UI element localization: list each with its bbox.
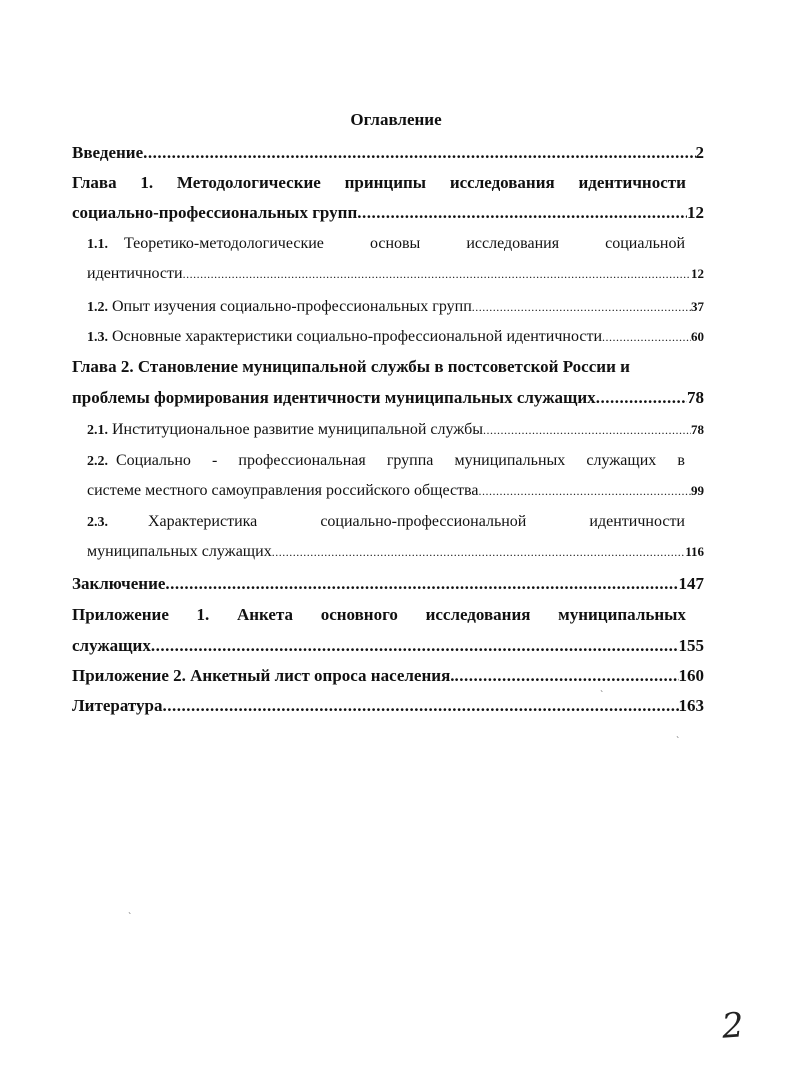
toc-page-number: 155 — [678, 636, 704, 655]
toc-entry-1-1-line-1[interactable] — [87, 229, 685, 259]
leader-dots — [483, 415, 691, 445]
word: в — [677, 452, 685, 469]
leader-dots — [165, 569, 678, 599]
section-number: 1.3. — [87, 330, 108, 345]
word: 1. — [140, 173, 154, 192]
toc-entry-conclusion[interactable] — [72, 569, 704, 599]
toc-entry-text: Глава 2. Становление муниципальной службы в постсоветской России и — [72, 357, 630, 376]
word: исследования — [449, 173, 555, 192]
leader-dots — [472, 292, 691, 322]
toc-entry-text: Основные характеристики социально-профессиональной идентичности — [112, 328, 603, 345]
justified-line — [87, 229, 685, 260]
justified-line — [72, 600, 686, 630]
toc-entry-text: Опыт изучения социально-профессиональных групп — [112, 298, 472, 315]
toc-page-number: 116 — [685, 544, 704, 559]
toc-entry-2-2-line-1[interactable] — [87, 446, 685, 476]
toc-entry-chapter-1-line-2[interactable] — [72, 198, 704, 228]
word: 1.1. Теоретико-методологические — [87, 235, 324, 252]
toc-entry-chapter-1-line-1[interactable] — [72, 168, 686, 198]
leader-dots — [596, 383, 687, 413]
toc-entry-text: Введение — [72, 143, 144, 162]
toc-entry-2-1[interactable] — [87, 415, 704, 445]
leader-dots — [455, 661, 679, 691]
word: идентичности — [589, 513, 685, 530]
toc-entry-text: муниципальных служащих — [87, 543, 272, 560]
word: муниципальных — [454, 452, 566, 469]
toc-page-number: 12 — [687, 203, 704, 222]
word: Методологические — [176, 173, 321, 192]
toc-entry-text: служащих — [72, 636, 151, 655]
justified-line — [87, 507, 685, 538]
toc-entry-appendix-2[interactable] — [72, 661, 704, 691]
leader-dots — [357, 198, 687, 228]
toc-entry-2-3-line-2[interactable] — [87, 537, 704, 567]
leader-dots — [272, 537, 686, 567]
toc-entry-text: Литература — [72, 696, 163, 715]
toc-page-number: 78 — [687, 388, 704, 407]
leader-dots — [478, 476, 691, 506]
word: 2.2. Социально — [87, 452, 191, 469]
toc-entry-text: проблемы формирования идентичности муниципальных служащих — [72, 388, 596, 407]
word: исследования — [425, 605, 531, 624]
word: группа — [386, 452, 434, 469]
word: идентичности — [578, 173, 686, 192]
toc-entry-1-3[interactable] — [87, 322, 704, 352]
toc-entry-chapter-2-line-2[interactable] — [72, 383, 704, 413]
justified-line — [87, 446, 685, 477]
word: основы — [369, 235, 421, 252]
toc-page-number: 37 — [691, 299, 704, 314]
section-number: 2.1. — [87, 423, 108, 438]
handwritten-page-mark: 2 — [720, 1005, 746, 1047]
toc-page-number: 147 — [678, 574, 704, 593]
word: профессиональная — [238, 452, 366, 469]
toc-page-number: 99 — [691, 483, 704, 498]
toc-entry-appendix-1-line-2[interactable] — [72, 631, 704, 661]
justified-line — [72, 168, 686, 198]
toc-page-number: 12 — [691, 266, 704, 281]
toc-entry-text: Заключение — [72, 574, 166, 593]
toc-page-number: 60 — [691, 329, 704, 344]
section-number: 2.2. — [87, 454, 108, 469]
toc-entry-chapter-2-line-1[interactable] — [72, 352, 686, 382]
leader-dots — [602, 322, 691, 352]
toc-entry-text: Приложение 2. Анкетный лист опроса населения. — [72, 666, 455, 685]
word: Приложение — [72, 605, 169, 624]
word: Анкета — [236, 605, 294, 624]
toc-entry-appendix-1-line-1[interactable] — [72, 600, 686, 630]
toc-entry-2-3-line-1[interactable] — [87, 507, 685, 537]
page-title: Оглавление — [350, 110, 442, 129]
toc-page-number: 163 — [678, 696, 704, 715]
word: принципы — [344, 173, 427, 192]
word: социально-профессиональной — [320, 513, 527, 530]
word: социальной — [605, 235, 685, 252]
toc-entry-text: системе местного самоуправления российского общества — [87, 482, 479, 499]
scan-speck: ˋ — [128, 912, 132, 923]
leader-dots — [183, 259, 691, 289]
toc-entry-bibliography[interactable] — [72, 691, 704, 721]
toc-entry-introduction[interactable] — [72, 138, 704, 168]
toc-entry-2-2-line-2[interactable] — [87, 476, 704, 506]
word: исследования — [466, 235, 560, 252]
scan-speck: ˋ — [676, 736, 680, 747]
word: основного — [320, 605, 398, 624]
word: 2.3. Характеристика — [87, 513, 258, 530]
leader-dots — [151, 631, 679, 661]
toc-entry-text: идентичности — [87, 265, 183, 282]
word: Глава — [72, 173, 117, 192]
toc-entry-1-1-line-2[interactable] — [87, 259, 704, 289]
word: 1. — [196, 605, 210, 624]
leader-dots — [143, 138, 695, 168]
toc-entry-text: Институциональное развитие муниципальной службы — [112, 421, 484, 438]
section-number: 1.1. — [87, 237, 108, 252]
section-number: 1.2. — [87, 300, 108, 315]
word: служащих — [586, 452, 657, 469]
toc-page-number: 2 — [695, 143, 704, 162]
scan-speck: ˋ — [600, 690, 604, 701]
word: муниципальных — [558, 605, 686, 624]
word: - — [211, 452, 218, 469]
section-number: 2.3. — [87, 515, 108, 530]
toc-entry-1-2[interactable] — [87, 292, 704, 322]
toc-page-number: 78 — [691, 422, 704, 437]
toc-page-number: 160 — [678, 666, 704, 685]
toc-entry-text: социально-профессиональных групп — [72, 203, 358, 222]
